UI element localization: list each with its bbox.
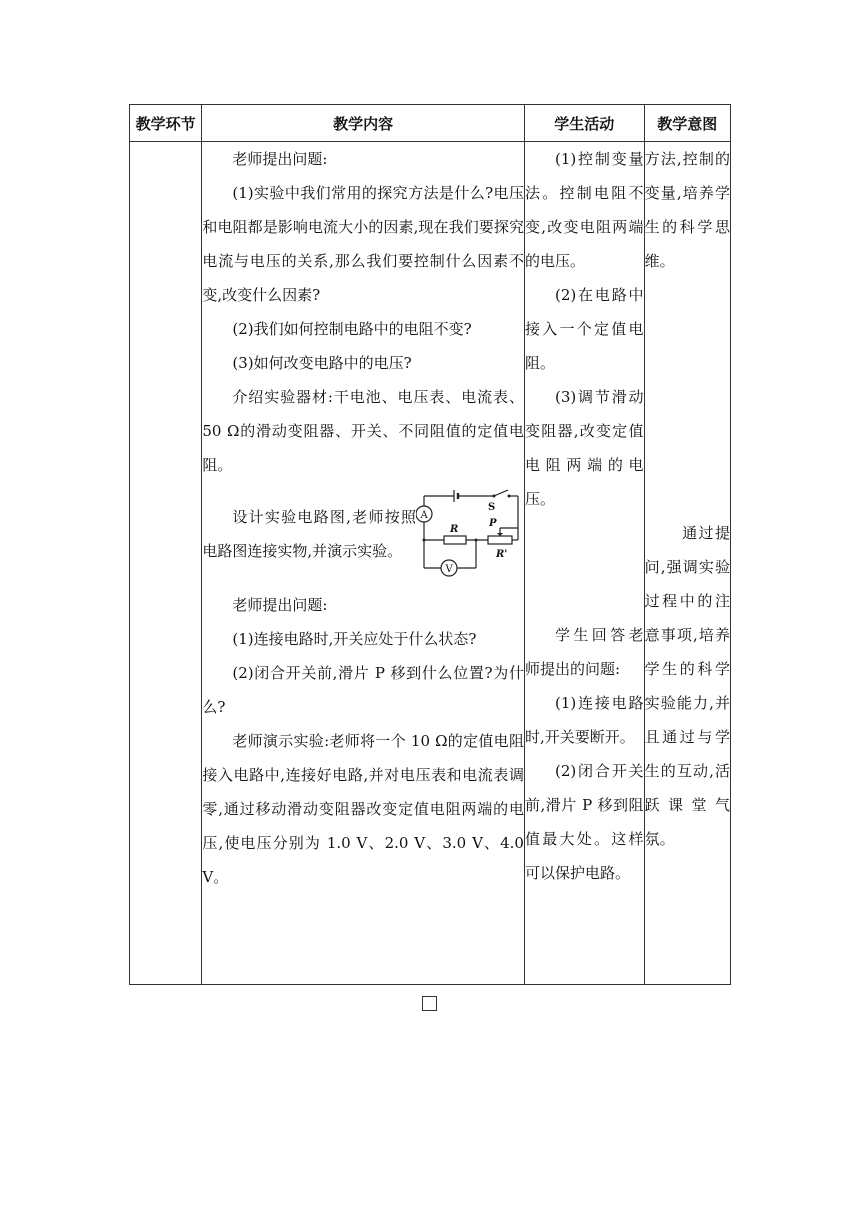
content-paragraph: 老师提出问题: xyxy=(232,596,328,614)
student-paragraph: (1)控制变量法。控制电阻不变,改变电阻两端的电压。 xyxy=(524,150,644,270)
content-paragraph: 设计实验电路图,老师按照电路图连接实物,并演示实验。 xyxy=(202,508,416,560)
student-paragraph: (2)闭合开关前,滑片 P 移到阻值最大处。这样可以保护电路。 xyxy=(524,762,644,882)
voltmeter-label: V xyxy=(445,564,453,575)
circuit-diagram xyxy=(416,486,524,588)
student-paragraph: (3)调节滑动变阻器,改变定值电阻两端的电压。 xyxy=(524,388,644,508)
content-paragraph: (2)我们如何控制电路中的电阻不变? xyxy=(232,320,472,338)
resistor-label: R xyxy=(449,524,459,535)
circuit-design-block xyxy=(202,484,524,588)
student-paragraph: 学生回答老师提出的问题: xyxy=(524,626,644,678)
rheostat-label: R' xyxy=(495,549,508,560)
switch-contact xyxy=(507,495,510,498)
slider-label: P xyxy=(488,518,497,529)
switch-blade xyxy=(494,490,508,496)
content-paragraph: 老师演示实验:老师将一个 10 Ω的定值电阻接入电路中,连接好电路,并对电压表和电流表调零,通过移动滑动变阻器改变定值电阻两端的电压,使电压分别为 1.0 V、2.0 V、3.0 V、4.0 V。 xyxy=(202,732,524,886)
switch-contact xyxy=(492,495,495,498)
content-paragraph: 老师提出问题: xyxy=(232,150,328,168)
resistor-symbol xyxy=(444,536,466,544)
header-teaching-content: 教学内容 xyxy=(202,105,525,142)
intent-paragraph: 通过提问,强调实验过程中的注意事项,培养学生的科学实验能力,并且通过与学生的互动,活跃课堂气氛。 xyxy=(644,524,730,848)
lesson-plan-table xyxy=(129,104,731,985)
ammeter-label: A xyxy=(420,510,428,521)
junction-dot xyxy=(474,539,477,542)
content-paragraph: (1)实验中我们常用的探究方法是什么?电压和电阻都是影响电流大小的因素,现在我们要探究电流与电压的关系,那么我们要控制什么因素不变,改变什么因素? xyxy=(202,184,524,304)
teaching-content-cell xyxy=(202,142,525,985)
content-paragraph: (3)如何改变电路中的电压? xyxy=(232,354,412,372)
body-row xyxy=(130,142,731,985)
header-student-activity: 学生活动 xyxy=(524,105,644,142)
teaching-stage-cell xyxy=(130,142,202,985)
page-marker xyxy=(422,996,437,1011)
student-activity-cell xyxy=(524,142,644,985)
header-teaching-intent: 教学意图 xyxy=(644,105,730,142)
header-row xyxy=(130,105,731,142)
content-paragraph: 介绍实验器材:干电池、电压表、电流表、50 Ω的滑动变阻器、开关、不同阻值的定值电阻。 xyxy=(202,388,524,474)
student-paragraph: (2)在电路中接入一个定值电阻。 xyxy=(524,286,644,372)
rheostat-symbol xyxy=(488,536,512,544)
switch-label: S xyxy=(487,502,496,513)
content-paragraph: (1)连接电路时,开关应处于什么状态? xyxy=(232,630,477,648)
junction-dot xyxy=(422,539,425,542)
content-paragraph: (2)闭合开关前,滑片 P 移到什么位置?为什么? xyxy=(202,664,524,716)
student-paragraph: (1)连接电路时,开关要断开。 xyxy=(524,694,644,746)
teaching-intent-cell xyxy=(644,142,730,985)
intent-paragraph: 方法,控制的变量,培养学生的科学思维。 xyxy=(644,150,730,270)
header-teaching-stage: 教学环节 xyxy=(130,105,202,142)
